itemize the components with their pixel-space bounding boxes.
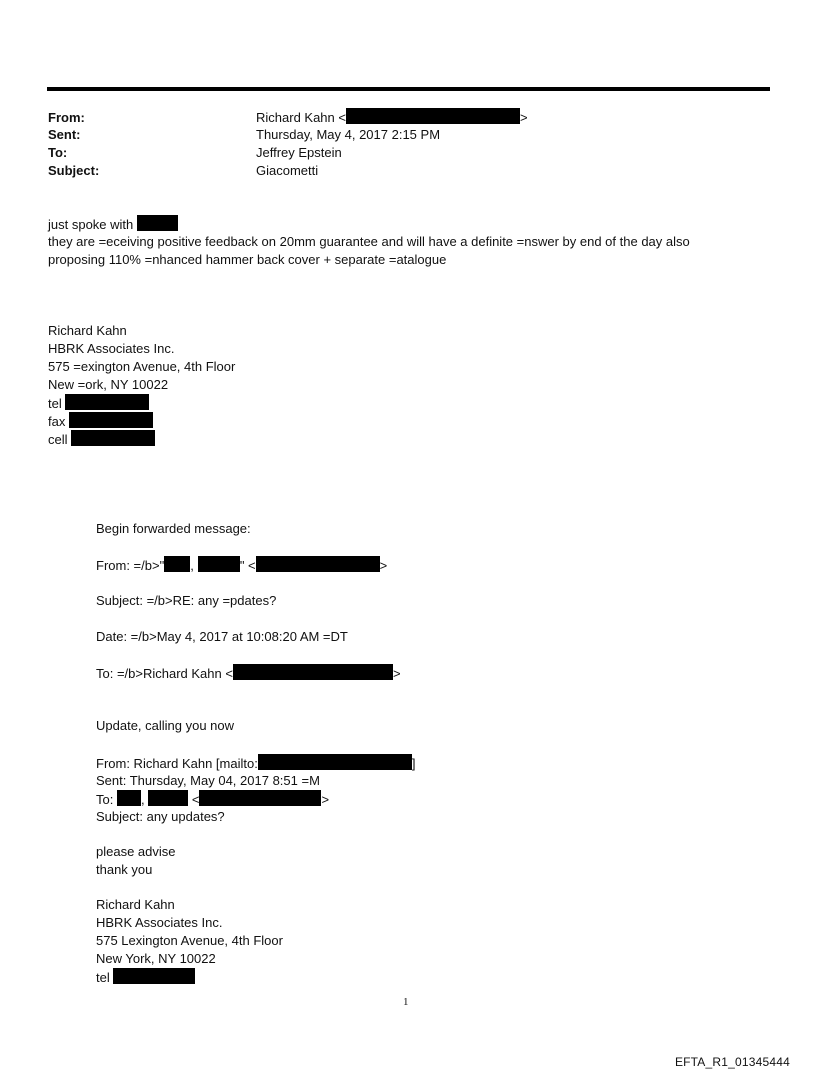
inner-from-line [96,754,415,772]
forwarded-message [96,520,251,538]
redaction-box [199,790,321,806]
signature [48,322,235,448]
bates-number: EFTA_R1_01345444 [674,1055,790,1069]
forwarded-date [96,628,348,646]
inner-signature-tel [96,968,283,986]
redaction-box [113,968,195,984]
forwarded-from-quote: " < [239,558,256,573]
inner-to-line [96,790,415,808]
redaction-box [346,108,520,124]
subject-row [48,162,528,180]
inner-from-prefix: From: Richard Kahn [mailto: [96,756,258,771]
sent-row [48,126,528,144]
signature-address: 575 =exington Avenue, 4th Floor [48,359,236,374]
thanks-line: thank you [96,862,153,877]
inner-signature-city: New York, NY 10022 [96,951,216,966]
redaction-box [164,556,190,572]
tel-label: tel [96,970,110,985]
to-row [48,144,528,162]
forwarded-update [96,717,234,735]
from-row [48,108,528,126]
redaction-box [117,790,141,806]
body-line [48,215,690,233]
forwarded-from [96,556,387,574]
from-close: > [519,110,528,125]
sent-label: Sent: [48,127,81,142]
from-value: Richard Kahn < [256,110,346,125]
sent-value: Thursday, May 4, 2017 2:15 PM [256,127,441,142]
signature-fax [48,412,235,430]
inner-to-close: > [321,792,330,807]
to-label: To: [48,145,68,160]
from-label: From: [48,110,85,125]
to-value: Jeffrey Epstein [256,145,342,160]
inner-signature [96,896,283,986]
inner-to-lt: < [191,792,200,807]
redaction-box [65,394,149,410]
subject-value: Giacometti [256,163,319,178]
forward-intro: Begin forwarded message: [96,521,251,536]
comma: , [190,558,194,573]
update-line: Update, calling you now [96,718,235,733]
inner-sent-line: Sent: Thursday, May 04, 2017 8:51 =M [96,773,320,788]
redaction-box [256,556,380,572]
forwarded-from-close: > [379,558,388,573]
forwarded-subject-line: Subject: =/b>RE: any =pdates? [96,593,277,608]
inner-body [96,843,176,879]
forwarded-from-line [96,556,387,574]
signature-city: New =ork, NY 10022 [48,377,169,392]
body-text: just spoke with [48,217,134,232]
signature-name: Richard Kahn [48,323,127,338]
inner-subject-line: Subject: any updates? [96,809,225,824]
signature-cell [48,430,235,448]
inner-from-close: ] [411,756,416,771]
redaction-box [137,215,178,231]
forwarded-subject [96,592,276,610]
body-line: they are =eceiving positive feedback on 20mm guarantee and will have a definite =nswer by end of the day also [48,234,690,249]
inner-signature-company: HBRK Associates Inc. [96,915,223,930]
forwarded-to [96,664,401,682]
email-header [48,108,528,180]
inner-to-prefix: To: [96,792,114,807]
redaction-box [148,790,188,806]
redaction-box [233,664,393,680]
forwarded-to-line [96,664,401,682]
comma: , [140,792,145,807]
inner-header [96,754,415,826]
inner-signature-name: Richard Kahn [96,897,175,912]
redaction-box [198,556,240,572]
redaction-box [258,754,412,770]
forwarded-to-prefix: To: =/b>Richard Kahn < [96,666,233,681]
header-rule [47,87,770,91]
signature-company: HBRK Associates Inc. [48,341,175,356]
subject-label: Subject: [48,163,100,178]
cell-label: cell [48,432,68,447]
body-line: proposing 110% =nhanced hammer back cover + separate =atalogue [48,252,447,267]
signature-tel [48,394,235,412]
advise-line: please advise [96,844,176,859]
inner-signature-address: 575 Lexington Avenue, 4th Floor [96,933,283,948]
redaction-box [71,430,155,446]
forwarded-to-close: > [392,666,401,681]
redaction-box [69,412,153,428]
forwarded-from-prefix: From: =/b>" [96,558,165,573]
page-number: 1 [403,996,409,1008]
forwarded-date-line: Date: =/b>May 4, 2017 at 10:08:20 AM =DT [96,629,348,644]
email-body [48,215,690,269]
fax-label: fax [48,414,66,429]
tel-label: tel [48,396,62,411]
